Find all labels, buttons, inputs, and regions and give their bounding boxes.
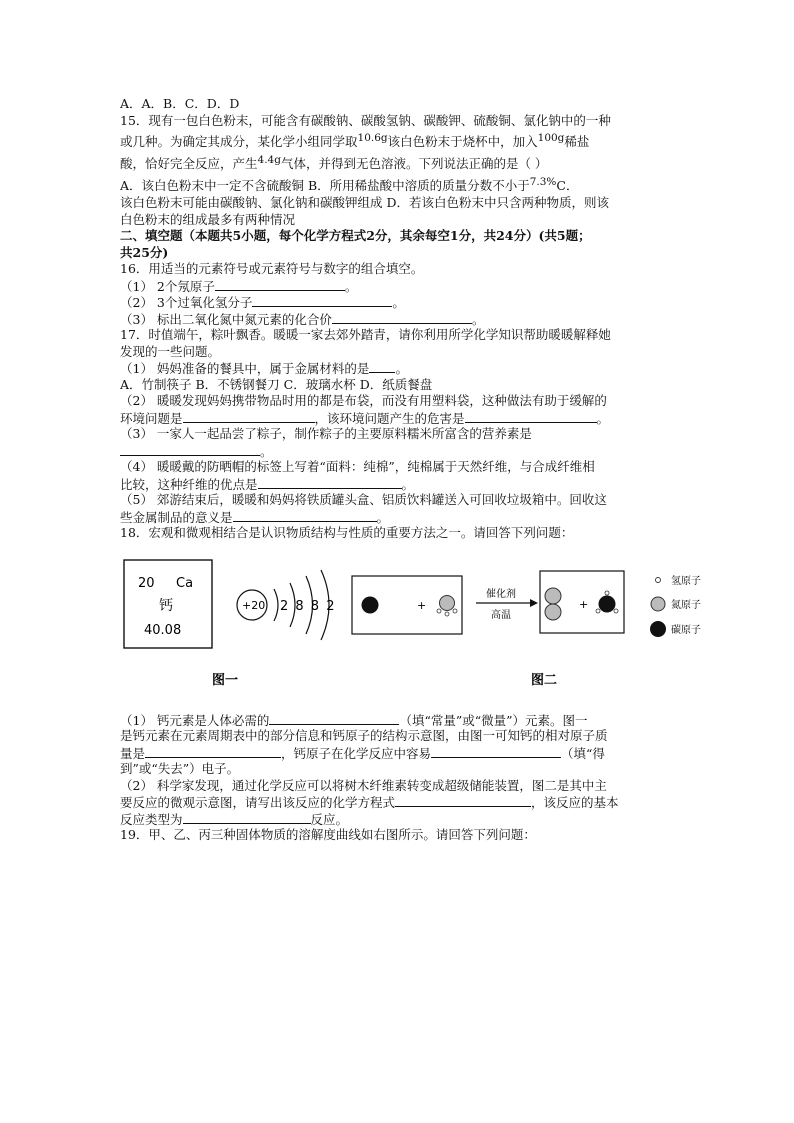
q15-line3: 酸，恰好完全反应，产生$^{4.4g}$气体，并得到无色溶液。下列说法正确的是（ ）: [120, 154, 548, 171]
q17-part1-choices: A．竹制筷子 B．不锈钢餐刀 C．玻璃水杯 D．纸质餐盘: [120, 376, 433, 392]
plus-sign: +: [417, 598, 427, 612]
answer-blank[interactable]: [145, 745, 281, 758]
hydrogen-atom: [596, 609, 600, 613]
atomic-mass: 40.08: [144, 622, 182, 638]
hydrogen-atom: [445, 612, 449, 616]
q18-part1: （1） 钙元素是人体必需的 （填“常量”或“微量”）元素。图一: [120, 712, 588, 728]
section2-heading: 二、填空题（本题共5小题，每个化学方程式2分，其余每空1分，共24分）(共5题；: [120, 228, 591, 243]
answer-blank[interactable]: [369, 360, 395, 373]
q16-stem: 16．用适当的元素符号或元素符号与数字的组合填空。: [120, 261, 424, 276]
q17-line2: 发现的一些问题。: [120, 343, 221, 359]
legend-nitrogen: 氮原子: [671, 599, 701, 611]
q15-mass3: 4.4g: [257, 154, 281, 166]
hydrogen-atom: [605, 591, 609, 595]
q15-line2: 或几种。为确定其成分，某化学小组同学取$^{10.6g}$该白色粉末于烧杯中，加入$^{100g}$稀盐: [120, 132, 590, 149]
q17-part3: （3） 一家人一起品尝了粽子，制作粽子的主要原料糯米所富含的营养素是: [120, 426, 532, 441]
nitrogen-atom: [440, 595, 455, 610]
q15-line5: 该白色粉末可能由碳酸钠、氯化钠和碳酸钾组成 D．若该白色粉末中只含两种物质，则该: [120, 195, 609, 210]
arrowhead: [530, 599, 538, 607]
answer-blank[interactable]: [183, 811, 311, 824]
answer-blank[interactable]: [252, 294, 392, 307]
hydrogen-atom: [453, 609, 457, 613]
q15-mass2: 100g: [537, 132, 565, 144]
q17-part4-cont: 比较，这种纤维的优点是 。: [120, 476, 415, 492]
q15-percent: 7.3%: [529, 176, 557, 188]
answer-blank[interactable]: [233, 509, 377, 522]
answer-blank[interactable]: [269, 712, 399, 725]
q18-part2: （2） 科学家发现，通过化学反应可以将树木纤维素转变成超级储能装置，图二是其中主: [120, 777, 607, 793]
answer-blank[interactable]: [395, 794, 531, 807]
atomic-number: 20: [138, 575, 155, 591]
answer-blank[interactable]: [465, 410, 597, 423]
carbon-atom: [362, 596, 379, 613]
nuclear-charge: +20: [242, 598, 266, 612]
plus-sign: +: [579, 597, 589, 611]
legend-hydrogen: 氢原子: [671, 575, 701, 587]
q17-part5-cont: 些金属制品的意义是 。: [120, 509, 390, 525]
q17-part2-cont: 环境问题是 ，该环境问题产生的危害是 。: [120, 410, 610, 426]
figure1-caption: 图一: [212, 672, 239, 688]
q18-part1-cont: 是钙元素在元素周期表中的部分信息和钙原子的结构示意图，由图一可知钙的相对原子质: [120, 728, 608, 743]
element-name: 钙: [159, 597, 173, 614]
q16-part1: （1） 2个氖原子 。: [120, 278, 358, 294]
hydrogen-atom: [614, 609, 618, 613]
q17-part2: （2） 暖暖发现妈妈携带物品时用的都是布袋，而没有用塑料袋，这种做法有助于缓解的: [120, 393, 607, 408]
q18-stem: 18．宏观和微观相结合是认识物质结构与性质的重要方法之一。请回答下列问题：: [120, 525, 574, 540]
answer-blank[interactable]: [332, 311, 472, 324]
legend-carbon-marker: [650, 621, 666, 637]
q16-part3: （3） 标出二氧化氮中氮元素的化合价 。: [120, 311, 485, 327]
q15-line1: 15．现有一包白色粉末，可能含有碳酸钠、碳酸氢钠、碳酸钾、硫酸铜、氯化钠中的一种: [120, 112, 611, 128]
answer-blank[interactable]: [120, 443, 260, 456]
q18-figure-svg: [120, 556, 701, 690]
answer-blank[interactable]: [431, 745, 561, 758]
carbon-atom: [599, 595, 616, 612]
element-symbol: Ca: [176, 575, 194, 591]
q19-stem: 19．甲、乙、丙三种固体物质的溶解度曲线如右图所示。请回答下列问题：: [120, 827, 536, 842]
q15-mass1: 10.6g: [357, 132, 388, 144]
q18-part2-cont: 要反应的微观示意图，请写出该反应的化学方程式 ，该反应的基本: [120, 795, 619, 810]
q17-part3-cont: 。: [120, 443, 680, 460]
catalyst-label: 催化剂: [486, 588, 516, 600]
q15-line4: A．该白色粉末中一定不含硫酸铜 B．所用稀盐酸中溶质的质量分数不小于$^{7.3\%}$C．: [120, 176, 579, 193]
q18-part2-cont2: 反应类型为 反应。: [120, 811, 349, 827]
condition-label: 高温: [491, 609, 511, 621]
q16-part2: （2） 3个过氧化氢分子 。: [120, 295, 405, 310]
legend: [650, 574, 701, 637]
q18-part1-cont3: 到”或“失去”）电子。: [120, 761, 240, 776]
reaction-diagram: [352, 571, 624, 634]
q17-part5: （5） 郊游结束后，暖暖和妈妈将铁质罐头盒、铝质饮料罐送入可回收垃圾箱中。回收这: [120, 492, 607, 507]
legend-carbon: 碳原子: [671, 624, 701, 636]
q14-choices: A．A．B．C．D．D: [120, 96, 240, 111]
hydrogen-atom: [437, 609, 441, 613]
electron-shell: [274, 589, 278, 621]
nitrogen-atom: [545, 588, 561, 604]
answer-blank[interactable]: [258, 476, 402, 489]
nitrogen-atom: [545, 604, 561, 620]
q15-line6: 白色粉末的组成最多有两种情况: [120, 211, 296, 227]
q17-part1: （1） 妈妈准备的餐具中，属于金属材料的是 。: [120, 361, 408, 376]
legend-hydrogen-marker: [656, 577, 661, 582]
legend-nitrogen-marker: [651, 597, 665, 611]
q17-line1: 17．时值端午，粽叶飘香。暖暖一家去郊外踏青，请你利用所学化学知识帮助暖暖解释她: [120, 327, 611, 342]
q17-part4: （4） 暖暖戴的防晒帽的标签上写着“面料：纯棉”，纯棉属于天然纤维，与合成纤维相: [120, 459, 595, 474]
answer-blank[interactable]: [183, 410, 315, 423]
section2-heading-cont: 共25分): [120, 244, 169, 260]
exam-page: [120, 96, 701, 844]
calcium-atom-diagram: [237, 570, 336, 640]
q18-figures: [120, 556, 701, 690]
answer-blank[interactable]: [215, 278, 345, 291]
periodic-table-cell: [124, 560, 212, 648]
q18-part1-cont2: 量是 ，钙原子在化学反应中容易 （填“得: [120, 745, 605, 761]
figure2-caption: 图二: [531, 672, 558, 688]
electron-counts: 2 8 8 2: [280, 598, 336, 614]
